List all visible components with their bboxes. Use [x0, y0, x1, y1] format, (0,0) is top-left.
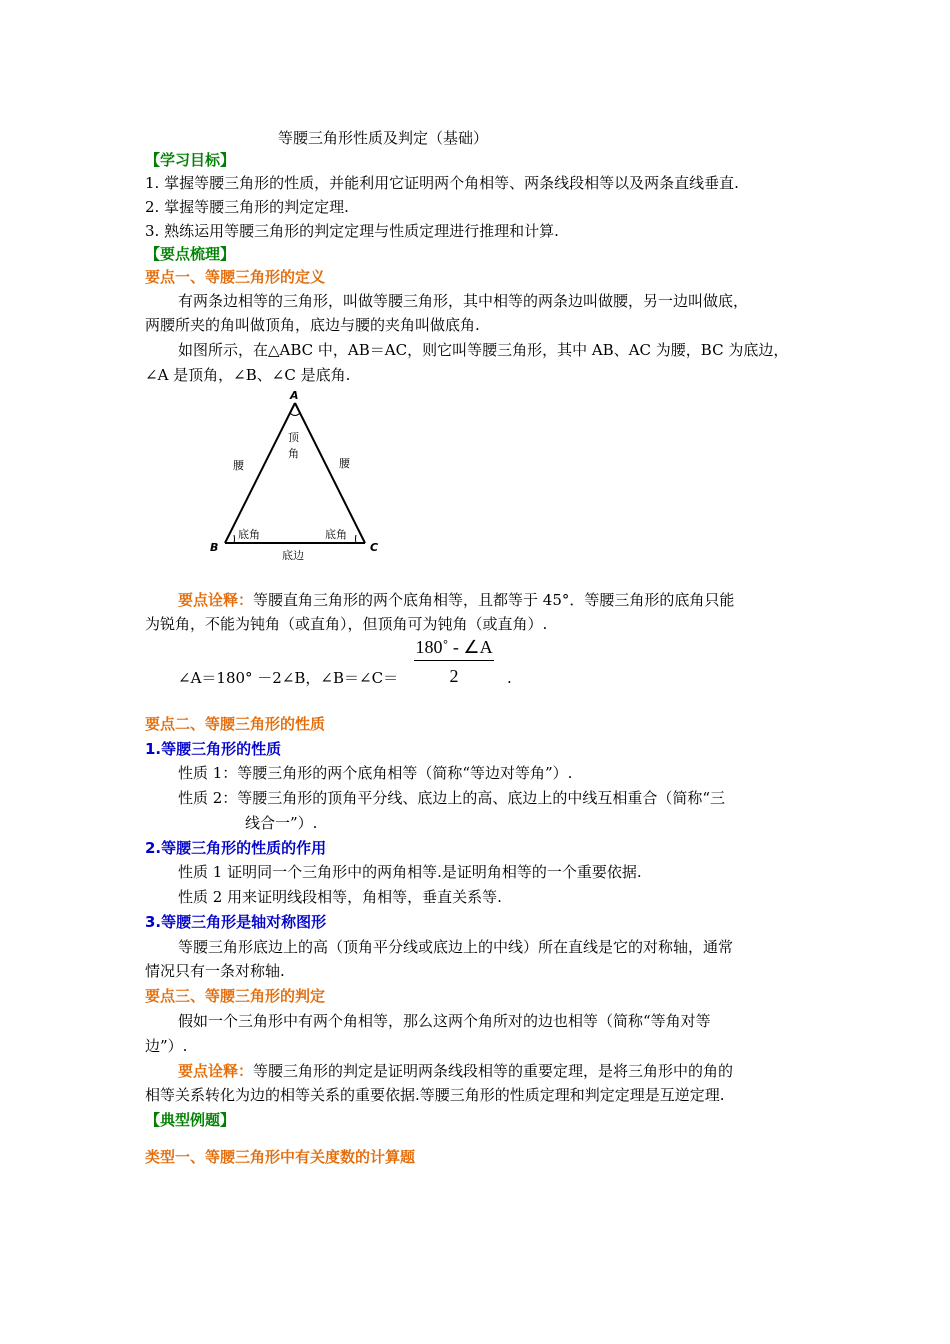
symmetry-text-1: 等腰三角形底边上的高（顶角平分线或底边上的中线）所在直线是它的对称轴，通常 — [178, 938, 734, 956]
note-1-line-1 — [178, 590, 734, 610]
base-angle-arc-right — [356, 535, 357, 543]
note-1-line-2: 为锐角，不能为钝角（或直角），但顶角可为钝角（或直角）. — [145, 615, 548, 633]
section-key-points: 【要点梳理】 — [145, 245, 236, 263]
vertex-b-label: B — [210, 541, 219, 554]
definition-text-4: ∠A 是顶角，∠B、∠C 是底角. — [145, 366, 351, 384]
property-2-text-1: 性质 2：等腰三角形的顶角平分线、底边上的高、底边上的中线互相重合（简称“三 — [178, 789, 725, 807]
leg-left-label: 腰 — [233, 459, 244, 472]
goal-item-3: 3. 熟练运用等腰三角形的判定定理与性质定理进行推理和计算. — [145, 222, 559, 240]
fraction-bar — [414, 660, 494, 661]
apex-angle-arc — [290, 413, 300, 416]
note-2-line-1 — [178, 1061, 733, 1081]
property-subheading-3: 3.等腰三角形是轴对称图形 — [145, 913, 327, 931]
base-angle-arc-left — [234, 535, 235, 543]
formula-numerator: 180˚ - ∠A — [415, 637, 493, 657]
criterion-text-2: 边”）. — [145, 1037, 188, 1055]
apex-angle-label-1: 顶 — [288, 431, 299, 444]
vertex-a-label: A — [290, 389, 299, 402]
leg-ac-line — [295, 403, 365, 543]
formula-denominator: 2 — [449, 666, 459, 686]
note-2-label: 要点诠释： — [178, 1062, 254, 1080]
property-subheading-2: 2.等腰三角形的性质的作用 — [145, 839, 327, 857]
property-1-text: 性质 1：等腰三角形的两个底角相等（简称“等边对等角”）. — [178, 764, 573, 782]
section-examples: 【典型例题】 — [145, 1111, 236, 1129]
property-subheading-1: 1.等腰三角形的性质 — [145, 740, 282, 758]
criterion-text-1: 假如一个三角形中有两个角相等，那么这两个角所对的边也相等（简称“等角对等 — [178, 1012, 711, 1030]
base-angle-right-label: 底角 — [325, 528, 347, 541]
symmetry-text-2: 情况只有一条对称轴. — [145, 962, 285, 980]
definition-text-3: 如图所示，在△ABC 中，AB＝AC，则它叫等腰三角形，其中 AB、AC 为腰，BC 为底边， — [178, 341, 789, 359]
note-1-text: 等腰直角三角形的两个底角相等，且都等于 45°．等腰三角形的底角只能 — [253, 591, 735, 609]
document-title: 等腰三角形性质及判定（基础） — [278, 129, 489, 147]
property-use-2: 性质 2 用来证明线段相等，角相等，垂直关系等. — [178, 888, 502, 906]
base-label: 底边 — [282, 549, 304, 562]
note-2-line-2: 相等关系转化为边的相等关系的重要依据.等腰三角形的性质定理和判定定理是互逆定理. — [145, 1086, 725, 1104]
section-learning-goals: 【学习目标】 — [145, 151, 236, 169]
property-2-text-2: 线合一”）. — [245, 814, 318, 832]
goal-item-1: 1. 掌握等腰三角形的性质，并能利用它证明两个角相等、两条线段相等以及两条直线垂直. — [145, 174, 739, 192]
base-angle-left-label: 底角 — [238, 528, 260, 541]
vertex-c-label: C — [370, 541, 379, 554]
note-2-text: 等腰三角形的判定是证明两条线段相等的重要定理，是将三角形中的角的 — [253, 1062, 734, 1080]
formula-end: . — [507, 669, 512, 687]
key-point-3-heading: 要点三、等腰三角形的判定 — [145, 987, 326, 1005]
definition-text-2: 两腰所夹的角叫做顶角，底边与腰的夹角叫做底角. — [145, 316, 480, 334]
key-point-2-heading: 要点二、等腰三角形的性质 — [145, 715, 326, 733]
property-use-1: 性质 1 证明同一个三角形中的两角相等.是证明角相等的一个重要依据. — [178, 863, 642, 881]
formula-left: ∠A＝180° －2∠B，∠B＝∠C＝ — [178, 669, 399, 687]
definition-text-1: 有两条边相等的三角形，叫做等腰三角形，其中相等的两条边叫做腰，另一边叫做底， — [178, 292, 749, 310]
apex-angle-label-2: 角 — [288, 447, 299, 460]
note-1-label: 要点诠释： — [178, 591, 254, 609]
leg-right-label: 腰 — [339, 457, 350, 470]
formula-fraction — [414, 636, 494, 687]
goal-item-2: 2. 掌握等腰三角形的判定定理. — [145, 198, 349, 216]
type-1-heading: 类型一、等腰三角形中有关度数的计算题 — [145, 1148, 416, 1166]
key-point-1-heading: 要点一、等腰三角形的定义 — [145, 268, 326, 286]
isosceles-triangle-figure — [200, 385, 400, 565]
leg-ab-line — [225, 403, 295, 543]
